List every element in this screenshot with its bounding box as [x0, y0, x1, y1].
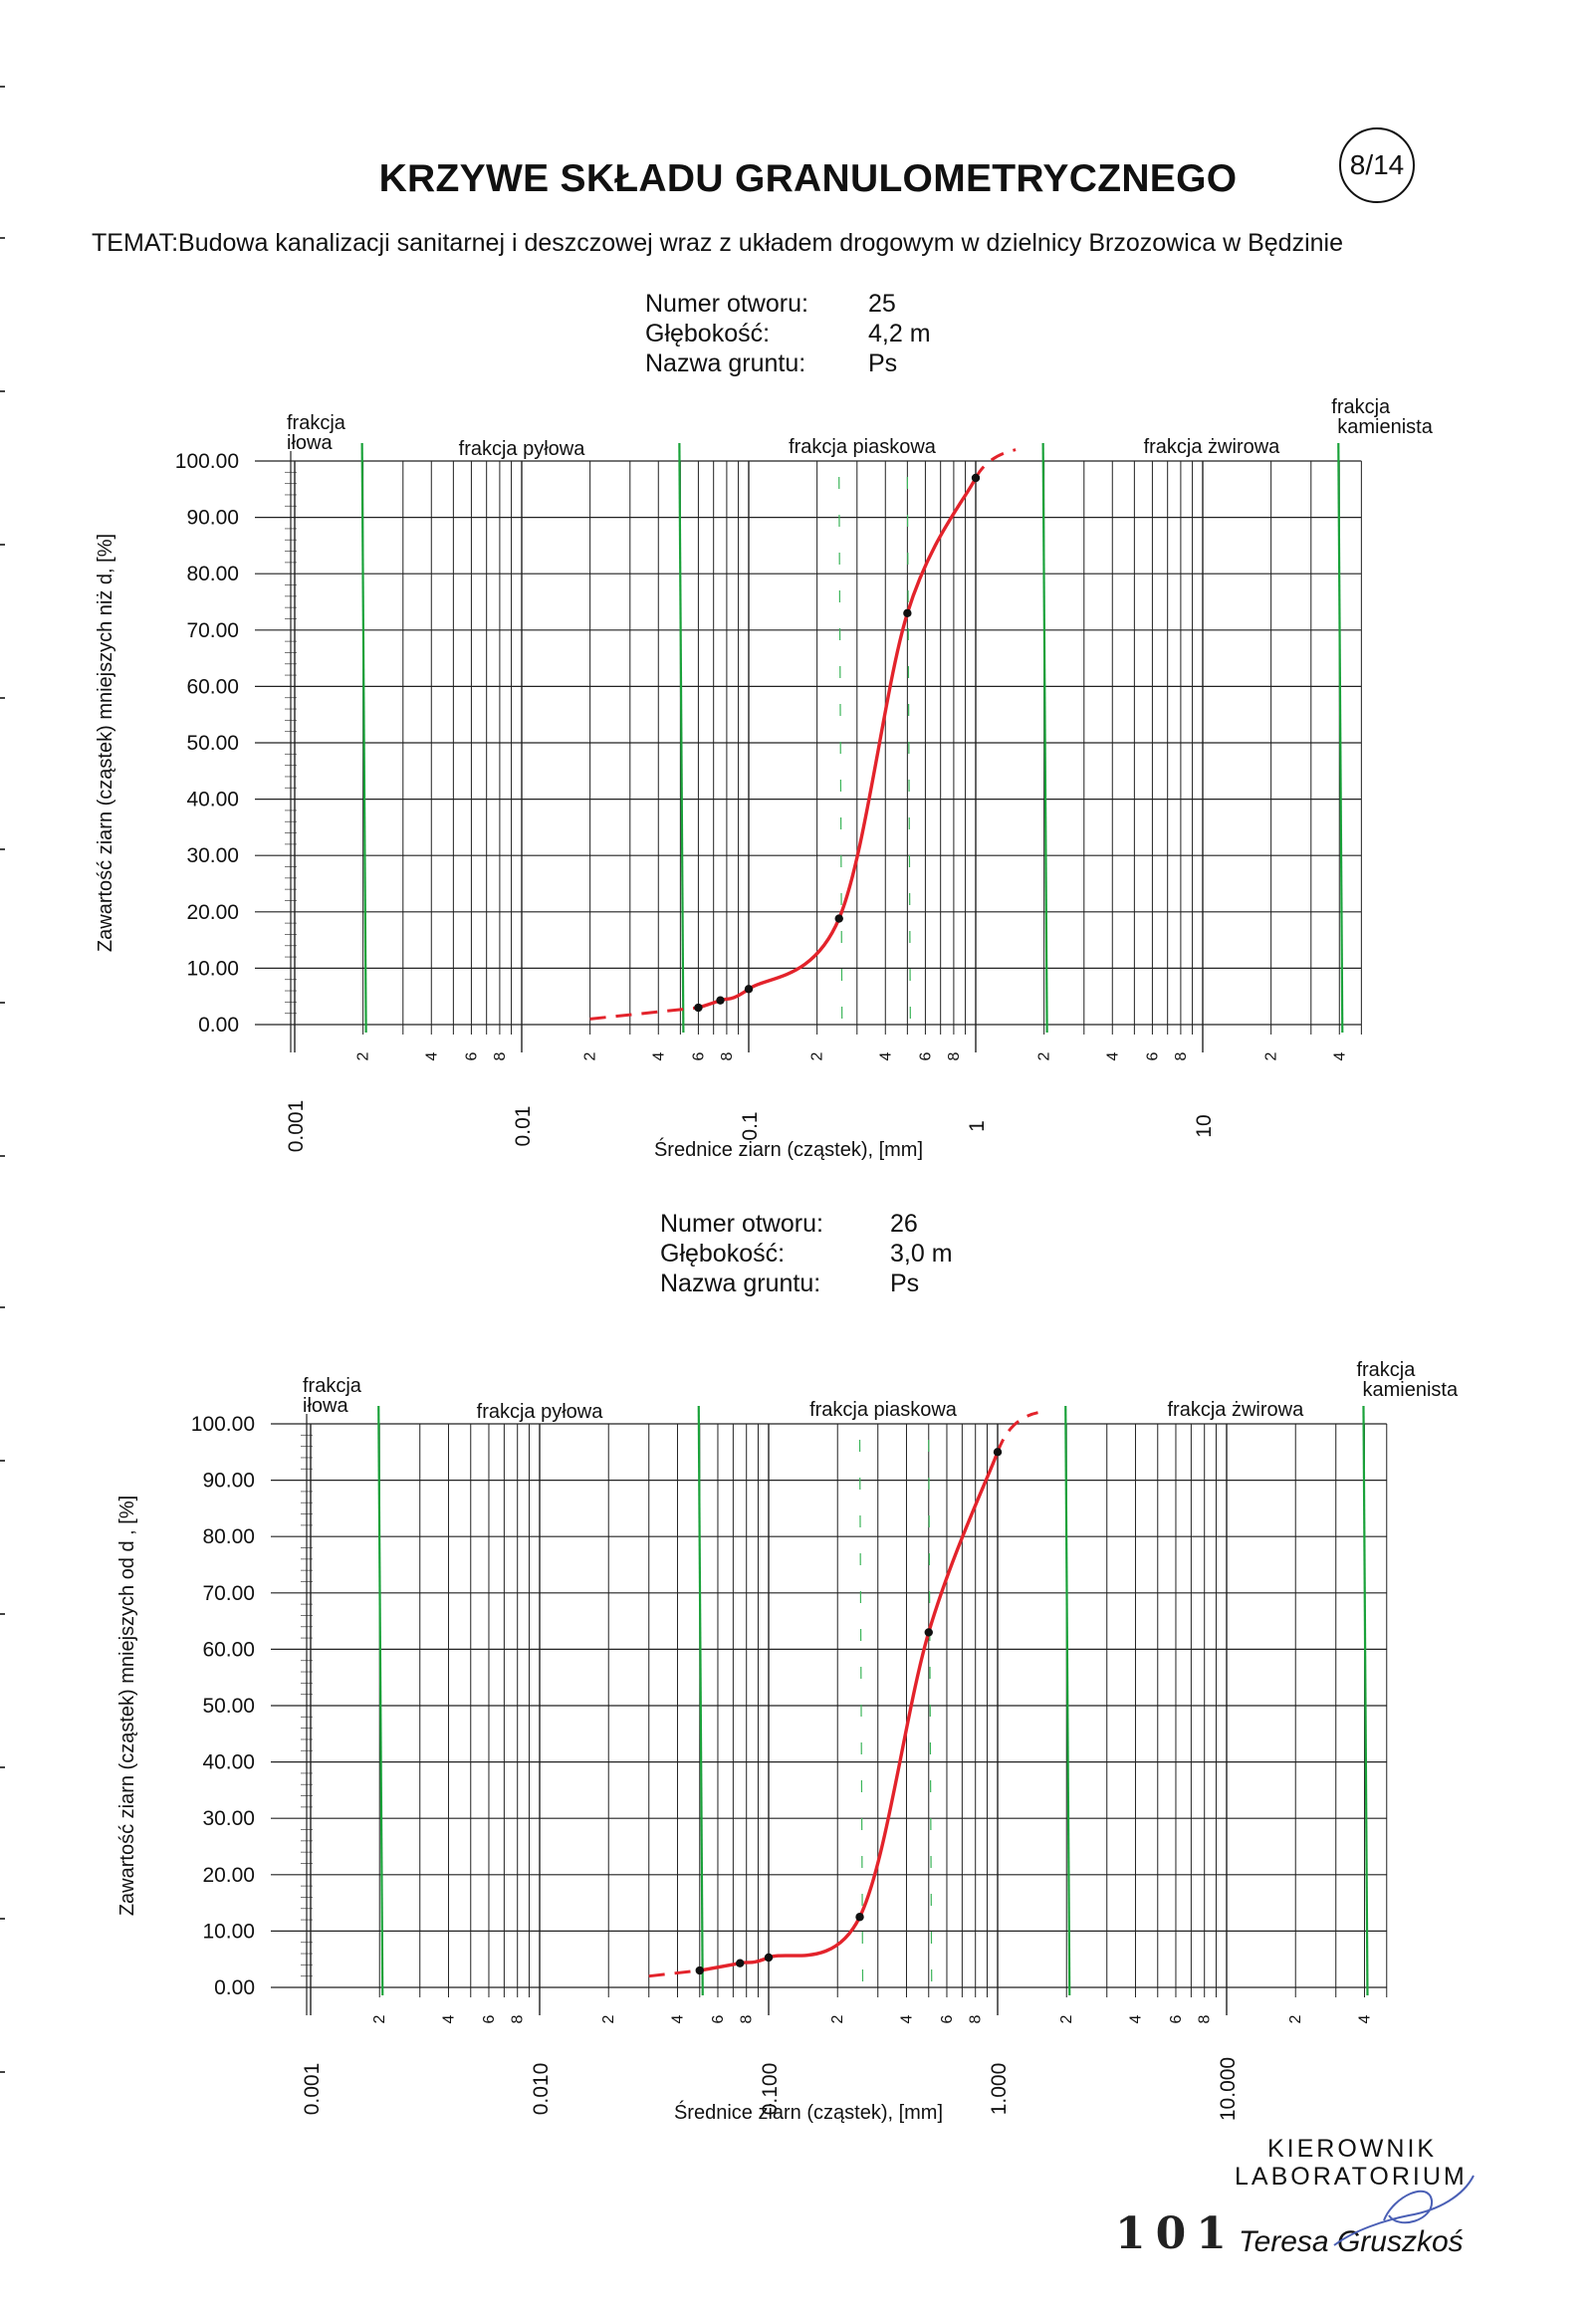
y-tick-label: 70.00 — [186, 618, 239, 642]
dashed-marker-line — [839, 477, 842, 1025]
x-minor-tick-label: 2 — [354, 1051, 372, 1061]
sample-2-values — [890, 1209, 953, 1298]
x-minor-tick-label: 8 — [945, 1051, 963, 1061]
x-minor-tick-label: 2 — [581, 1051, 599, 1061]
x-minor-tick-label: 8 — [1172, 1051, 1190, 1061]
y-tick-label: 60.00 — [186, 675, 239, 699]
zone-label-stone: frakcja — [1356, 1359, 1416, 1381]
y-tick-label: 50.00 — [186, 732, 239, 755]
x-minor-tick-label: 8 — [738, 2014, 756, 2024]
lab-head-title: KIEROWNIK — [1267, 2135, 1438, 2163]
data-point — [745, 985, 753, 993]
series-extrapolation-end — [998, 1413, 1038, 1453]
series-extrapolation-start — [590, 1008, 699, 1019]
x-minor-tick-label: 2 — [1058, 2014, 1076, 2024]
x-minor-tick-label: 4 — [650, 1051, 668, 1061]
y-tick-label: 40.00 — [186, 788, 239, 811]
x-minor-tick-label: 6 — [1144, 1051, 1162, 1061]
data-point — [716, 996, 724, 1004]
grain-size-chart-26 — [0, 1294, 1596, 2191]
x-major-tick-label: 0.1 — [739, 1111, 762, 1141]
y-axis-title: Zawartość ziarn (cząstek) mniejszych niż d, [%] — [95, 533, 116, 953]
sequence-number: 101 — [1115, 2208, 1237, 2259]
data-point — [736, 1959, 744, 1966]
depth-label: Głębokość: — [645, 320, 771, 347]
soil-value: Ps — [890, 1270, 920, 1297]
data-point — [925, 1628, 933, 1636]
x-minor-tick-label: 8 — [718, 1051, 736, 1061]
zone-label-silt: frakcja pyłowa — [476, 1401, 603, 1423]
x-minor-tick-label: 4 — [1127, 2014, 1145, 2024]
x-minor-tick-label: 4 — [898, 2014, 916, 2024]
x-major-tick-label: 0.001 — [285, 1099, 308, 1153]
x-major-tick-label: 1.000 — [988, 2062, 1011, 2116]
x-minor-tick-label: 2 — [829, 2014, 847, 2024]
series-extrapolation-end — [976, 450, 1016, 478]
lab-head-subtitle: LABORATORIUM — [1235, 2163, 1468, 2191]
x-major-tick-label: 0.010 — [530, 2062, 553, 2116]
zone-label-stone: frakcja — [1331, 396, 1391, 418]
y-tick-label: 100.00 — [174, 450, 239, 473]
x-axis-title: Średnice ziarn (cząstek), [mm] — [673, 2102, 944, 2124]
x-minor-tick-label: 2 — [808, 1051, 826, 1061]
x-minor-tick-label: 6 — [690, 1051, 708, 1061]
x-minor-tick-label: 4 — [1356, 2014, 1374, 2024]
zone-label-sand: frakcja piaskowa — [789, 436, 936, 458]
zone-label-clay: iłowa — [303, 1395, 348, 1417]
y-tick-label: 30.00 — [202, 1807, 255, 1831]
soil-value: Ps — [868, 349, 898, 377]
y-tick-label: 40.00 — [202, 1750, 255, 1774]
y-tick-label: 20.00 — [186, 900, 239, 924]
x-major-tick-label: 10 — [1193, 1114, 1216, 1138]
x-minor-tick-label: 6 — [938, 2014, 956, 2024]
borehole-label: Numer otworu: — [660, 1210, 823, 1238]
sample-2-info — [660, 1209, 823, 1298]
page-number-badge: 8/14 — [1339, 127, 1415, 203]
x-minor-tick-label: 8 — [491, 1051, 509, 1061]
y-tick-label: 90.00 — [186, 506, 239, 530]
y-tick-label: 20.00 — [202, 1863, 255, 1887]
y-tick-label: 30.00 — [186, 844, 239, 868]
zone-label-clay: frakcja — [303, 1375, 361, 1397]
x-minor-tick-label: 4 — [877, 1051, 895, 1061]
x-minor-tick-label: 2 — [1287, 2014, 1305, 2024]
x-minor-tick-label: 8 — [1196, 2014, 1214, 2024]
handwritten-signature — [1314, 2161, 1483, 2260]
x-major-tick-label: 0.001 — [301, 2062, 324, 2116]
y-tick-label: 0.00 — [198, 1014, 239, 1037]
x-minor-tick-label: 2 — [600, 2014, 618, 2024]
y-tick-label: 100.00 — [190, 1413, 255, 1436]
borehole-value: 25 — [868, 290, 896, 318]
x-minor-tick-label: 8 — [967, 2014, 985, 2024]
zone-label-clay: iłowa — [287, 432, 333, 454]
borehole-value: 26 — [890, 1210, 918, 1238]
x-major-tick-label: 10.000 — [1217, 2056, 1240, 2122]
series-line — [700, 1452, 998, 1970]
x-minor-tick-label: 2 — [1035, 1051, 1053, 1061]
data-point — [972, 474, 980, 482]
y-tick-label: 70.00 — [202, 1581, 255, 1605]
x-minor-tick-label: 4 — [423, 1051, 441, 1061]
data-point — [855, 1913, 863, 1921]
x-minor-tick-label: 6 — [463, 1051, 481, 1061]
x-minor-tick-label: 4 — [440, 2014, 458, 2024]
data-point — [994, 1448, 1002, 1456]
x-minor-tick-label: 2 — [1262, 1051, 1280, 1061]
soil-label: Nazwa gruntu: — [645, 349, 806, 377]
y-tick-label: 80.00 — [186, 563, 239, 586]
data-point — [765, 1954, 773, 1962]
x-major-tick-label: 1 — [966, 1120, 989, 1132]
y-tick-label: 60.00 — [202, 1638, 255, 1662]
zone-label-clay: frakcja — [287, 412, 345, 434]
x-minor-tick-label: 4 — [669, 2014, 687, 2024]
zone-label-stone: kamienista — [1337, 416, 1433, 438]
data-point — [903, 609, 911, 617]
y-tick-label: 10.00 — [202, 1920, 255, 1944]
x-minor-tick-label: 6 — [709, 2014, 727, 2024]
depth-label: Głębokość: — [660, 1240, 786, 1268]
data-point — [835, 914, 843, 922]
x-minor-tick-label: 6 — [480, 2014, 498, 2024]
zone-label-silt: frakcja pyłowa — [458, 438, 585, 460]
data-point — [696, 1966, 704, 1974]
y-axis-title: Zawartość ziarn (cząstek) mniejszych od d , [%] — [116, 1495, 138, 1917]
soil-label: Nazwa gruntu: — [660, 1270, 821, 1297]
zone-label-sand: frakcja piaskowa — [809, 1399, 957, 1421]
subject-line: TEMAT:Budowa kanalizacji sanitarnej i deszczowej wraz z układem drogowym w dzielnicy Brzozowica w Będzinie — [92, 229, 1343, 257]
x-minor-tick-label: 6 — [917, 1051, 935, 1061]
signature-name: Teresa Gruszkoś — [1239, 2225, 1464, 2258]
depth-value: 3,0 m — [890, 1240, 953, 1268]
zone-label-stone: kamienista — [1362, 1379, 1459, 1401]
series-extrapolation-start — [649, 1970, 700, 1976]
document-title: KRZYWE SKŁADU GRANULOMETRYCZNEGO — [378, 157, 1238, 200]
data-point — [694, 1004, 702, 1012]
zone-label-gravel: frakcja żwirowa — [1167, 1399, 1304, 1421]
borehole-label: Numer otworu: — [645, 290, 808, 318]
dashed-marker-line — [860, 1440, 863, 1987]
zone-label-gravel: frakcja żwirowa — [1143, 436, 1280, 458]
x-axis-title: Średnice ziarn (cząstek), [mm] — [653, 1139, 924, 1161]
x-minor-tick-label: 2 — [371, 2014, 389, 2024]
x-minor-tick-label: 8 — [509, 2014, 527, 2024]
x-major-tick-label: 0.01 — [512, 1105, 535, 1147]
y-tick-label: 80.00 — [202, 1525, 255, 1549]
y-tick-label: 0.00 — [214, 1976, 255, 1999]
x-minor-tick-label: 4 — [1104, 1051, 1122, 1061]
y-tick-label: 90.00 — [202, 1469, 255, 1493]
x-major-tick-label: 0.100 — [759, 2062, 782, 2116]
x-minor-tick-label: 6 — [1167, 2014, 1185, 2024]
y-tick-label: 50.00 — [202, 1695, 255, 1718]
depth-value: 4,2 m — [868, 320, 931, 347]
y-tick-label: 10.00 — [186, 957, 239, 981]
x-minor-tick-label: 4 — [1331, 1051, 1349, 1061]
